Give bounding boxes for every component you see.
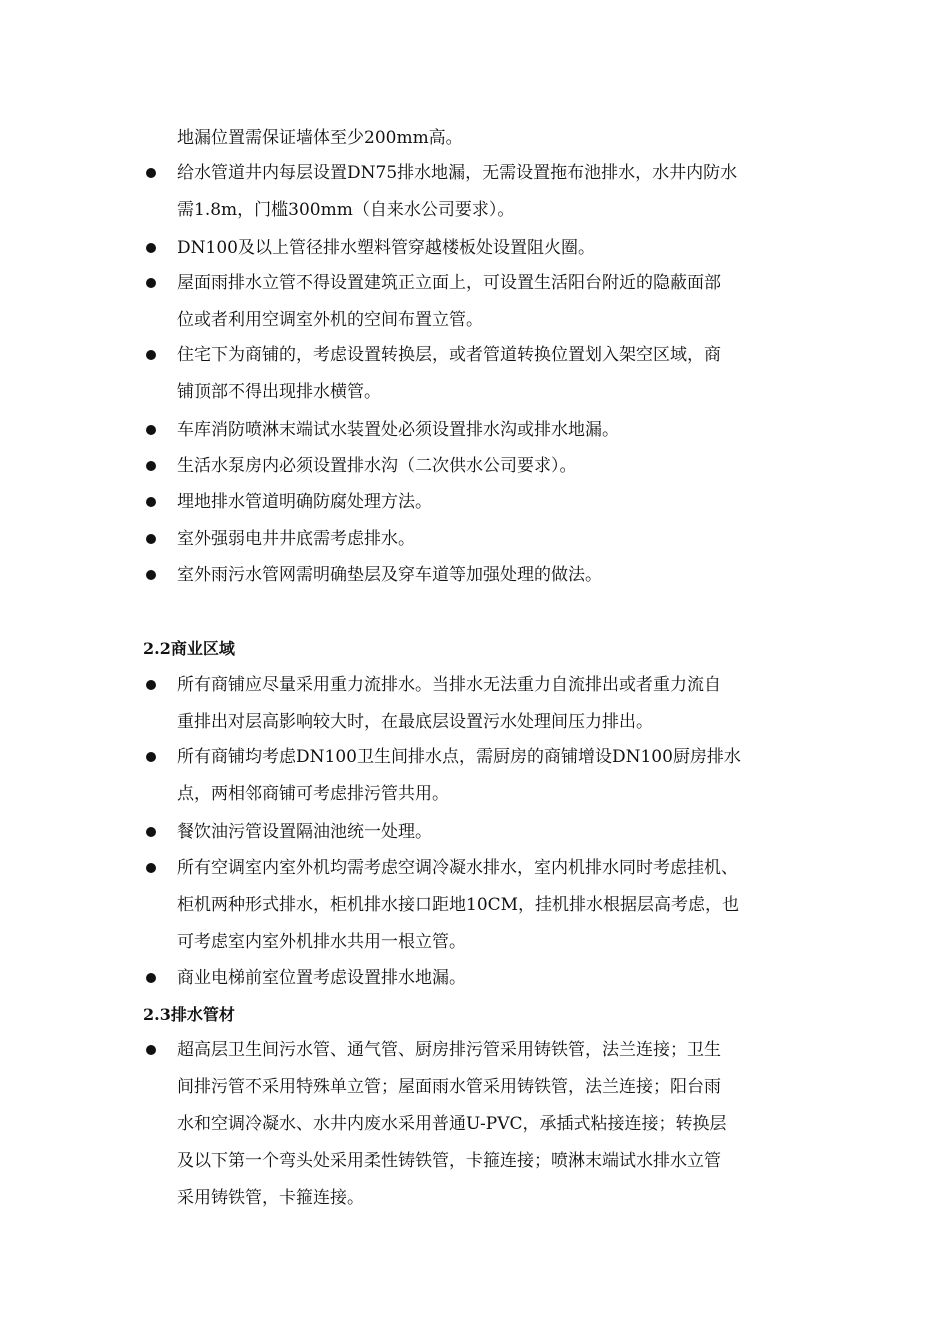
bullet-icon — [146, 863, 156, 873]
list-item-line: 生活水泵房内必须设置排水沟（二次供水公司要求）。 — [177, 456, 577, 476]
list-item-line: 超高层卫生间污水管、通气管、厨房排污管采用铸铁管，法兰连接；卫生 — [177, 1040, 721, 1060]
list-item-line: 屋面雨排水立管不得设置建筑正立面上，可设置生活阳台附近的隐蔽面部 — [177, 273, 721, 293]
list-item-line: 车库消防喷淋末端试水装置处必须设置排水沟或排水地漏。 — [177, 420, 619, 440]
list-item-line: 给水管道井内每层设置DN75排水地漏，无需设置拖布池排水，水井内防水 — [177, 163, 738, 183]
list-item-line: 所有商铺应尽量采用重力流排水。当排水无法重力自流排出或者重力流自 — [177, 675, 721, 695]
list-item-line: 室外雨污水管网需明确垫层及穿车道等加强处理的做法。 — [177, 565, 602, 585]
bullet-icon — [146, 278, 156, 288]
continuation-line: 地漏位置需保证墙体至少200mm高。 — [177, 128, 463, 148]
bullet-icon — [146, 1045, 156, 1055]
bullet-icon — [146, 497, 156, 507]
bullet-icon — [146, 752, 156, 762]
list-item-line: 埋地排水管道明确防腐处理方法。 — [177, 492, 432, 512]
list-item-line: 重排出对层高影响较大时，在最底层设置污水处理间压力排出。 — [177, 712, 653, 732]
section-heading-commercial: 2.2商业区域 — [143, 639, 235, 658]
bullet-icon — [146, 973, 156, 983]
list-item-line: 需1.8m，门槛300mm（自来水公司要求）。 — [177, 200, 515, 220]
section-heading-pipes: 2.3排水管材 — [143, 1005, 235, 1024]
list-item-line: 铺顶部不得出现排水横管。 — [177, 382, 381, 402]
list-item-line: 所有商铺均考虑DN100卫生间排水点，需厨房的商铺增设DN100厨房排水 — [177, 747, 741, 767]
bullet-icon — [146, 461, 156, 471]
list-item-line: 采用铸铁管，卡箍连接。 — [177, 1188, 364, 1208]
list-item-line: 可考虑室内室外机排水共用一根立管。 — [177, 932, 466, 952]
list-item-line: 位或者利用空调室外机的空间布置立管。 — [177, 310, 483, 330]
bullet-icon — [146, 534, 156, 544]
list-item-line: DN100及以上管径排水塑料管穿越楼板处设置阻火圈。 — [177, 238, 595, 258]
list-item-line: 柜机两种形式排水，柜机排水接口距地10CM，挂机排水根据层高考虑，也 — [177, 895, 740, 915]
list-item-line: 室外强弱电井井底需考虑排水。 — [177, 529, 415, 549]
list-item-line: 水和空调冷凝水、水井内废水采用普通U-PVC，承插式粘接连接；转换层 — [177, 1114, 727, 1134]
list-item-line: 商业电梯前室位置考虑设置排水地漏。 — [177, 968, 466, 988]
list-item-line: 间排污管不采用特殊单立管；屋面雨水管采用铸铁管，法兰连接；阳台雨 — [177, 1077, 721, 1097]
bullet-icon — [146, 680, 156, 690]
bullet-icon — [146, 827, 156, 837]
bullet-icon — [146, 350, 156, 360]
bullet-icon — [146, 570, 156, 580]
list-item-line: 住宅下为商铺的，考虑设置转换层，或者管道转换位置划入架空区域，商 — [177, 345, 721, 365]
list-item-line: 餐饮油污管设置隔油池统一处理。 — [177, 822, 432, 842]
bullet-icon — [146, 168, 156, 178]
list-item-line: 所有空调室内室外机均需考虑空调冷凝水排水，室内机排水同时考虑挂机、 — [177, 858, 738, 878]
bullet-icon — [146, 243, 156, 253]
list-item-line: 点，两相邻商铺可考虑排污管共用。 — [177, 784, 449, 804]
list-item-line: 及以下第一个弯头处采用柔性铸铁管，卡箍连接；喷淋末端试水排水立管 — [177, 1151, 721, 1171]
bullet-icon — [146, 425, 156, 435]
